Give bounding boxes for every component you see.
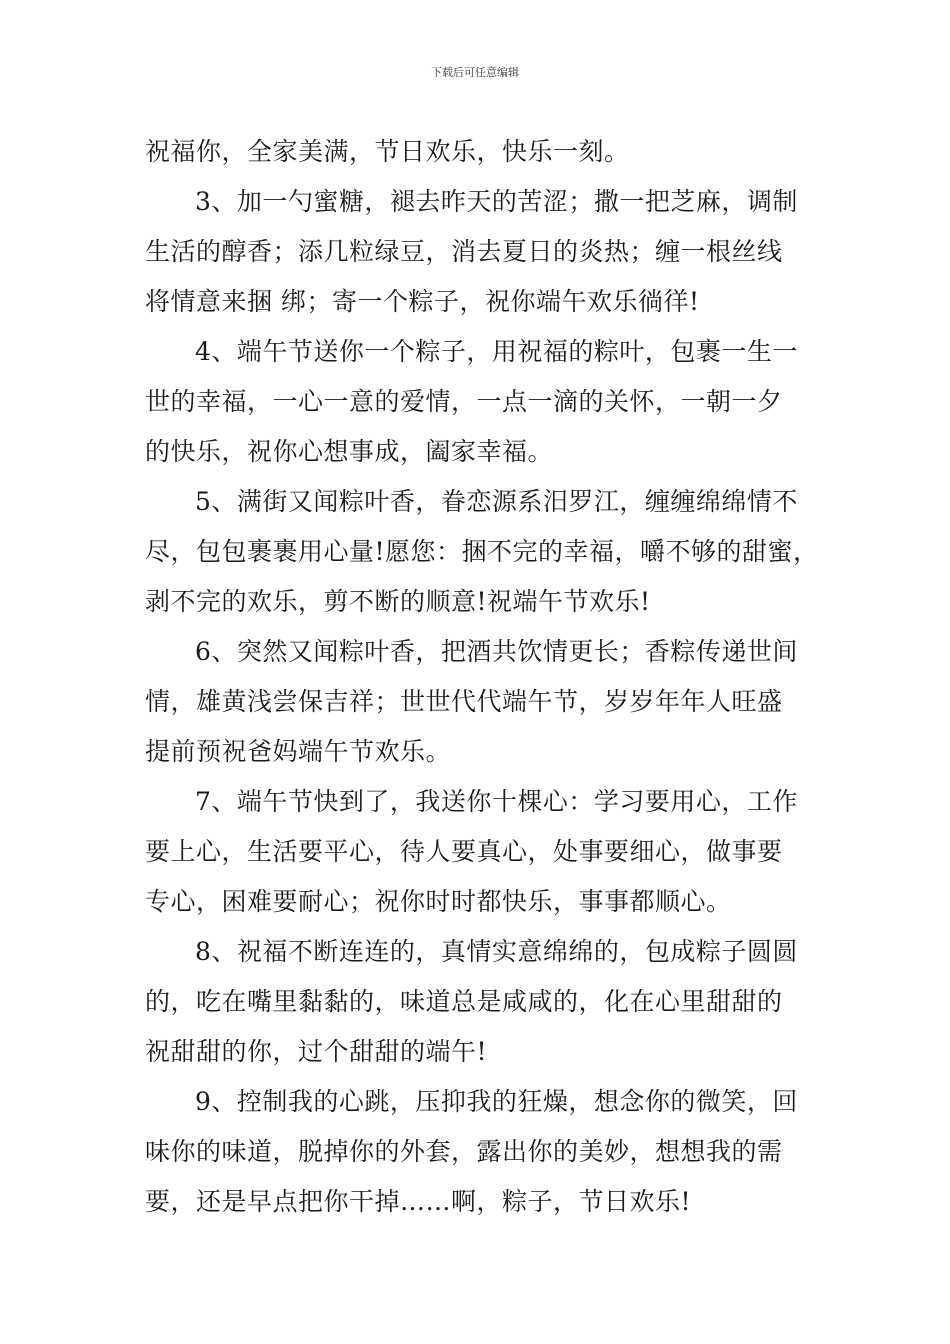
paragraph-9-line: 9、控制我的心跳，压抑我的狂燥，想念你的微笑，回 <box>195 1087 798 1116</box>
text-line: 世的幸福，一心一意的爱情，一点一滴的关怀，一朝一夕 <box>145 387 783 416</box>
text-line: 味你的味道，脱掉你的外套，露出你的美妙，想想我的需 <box>145 1137 783 1166</box>
text-line: 尽，包包裹裹用心量!愿您：捆不完的幸福，嚼不够的甜蜜， <box>145 537 819 566</box>
paragraph-3-line: 3、加一勺蜜糖，褪去昨天的苦涩；撒一把芝麻，调制 <box>195 187 798 216</box>
text-line: 剥不完的欢乐，剪不断的顺意!祝端午节欢乐! <box>145 587 651 616</box>
header-note: 下载后可任意编辑 <box>431 66 519 79</box>
text-line: 的快乐，祝你心想事成，阖家幸福。 <box>145 437 554 466</box>
text-line: 祝福你，全家美满，节日欢乐，快乐一刻。 <box>145 137 630 166</box>
text-line: 情，雄黄浅尝保吉祥；世世代代端午节，岁岁年年人旺盛 <box>145 687 783 716</box>
paragraph-4-line: 4、端午节送你一个粽子，用祝福的粽叶，包裹一生一 <box>195 337 798 366</box>
text-line: 提前预祝爸妈端午节欢乐。 <box>145 737 452 766</box>
text-line: 祝甜甜的你，过个甜甜的端午! <box>145 1037 488 1066</box>
text-line: 要上心，生活要平心，待人要真心，处事要细心，做事要 <box>145 837 783 866</box>
text-line: 的，吃在嘴里黏黏的，味道总是咸咸的，化在心里甜甜的 <box>145 987 783 1016</box>
paragraph-6-line: 6、突然又闻粽叶香，把酒共饮情更长；香粽传递世间 <box>195 637 798 666</box>
paragraph-7-line: 7、端午节快到了，我送你十棵心：学习要用心，工作 <box>195 787 798 816</box>
paragraph-5-line: 5、满街又闻粽叶香，眷恋源系汨罗江，缠缠绵绵情不 <box>195 487 798 516</box>
text-line: 要，还是早点把你干掉……啊，粽子，节日欢乐! <box>145 1187 692 1216</box>
text-line: 将情意来捆 绑；寄一个粽子，祝你端午欢乐徜徉! <box>145 287 700 316</box>
text-line: 生活的醇香；添几粒绿豆，消去夏日的炎热；缠一根丝线 <box>145 237 783 266</box>
paragraph-8-line: 8、祝福不断连连的，真情实意绵绵的，包成粽子圆圆 <box>195 937 798 966</box>
text-line: 专心，困难要耐心；祝你时时都快乐，事事都顺心。 <box>145 887 732 916</box>
document-body <box>145 127 819 1227</box>
